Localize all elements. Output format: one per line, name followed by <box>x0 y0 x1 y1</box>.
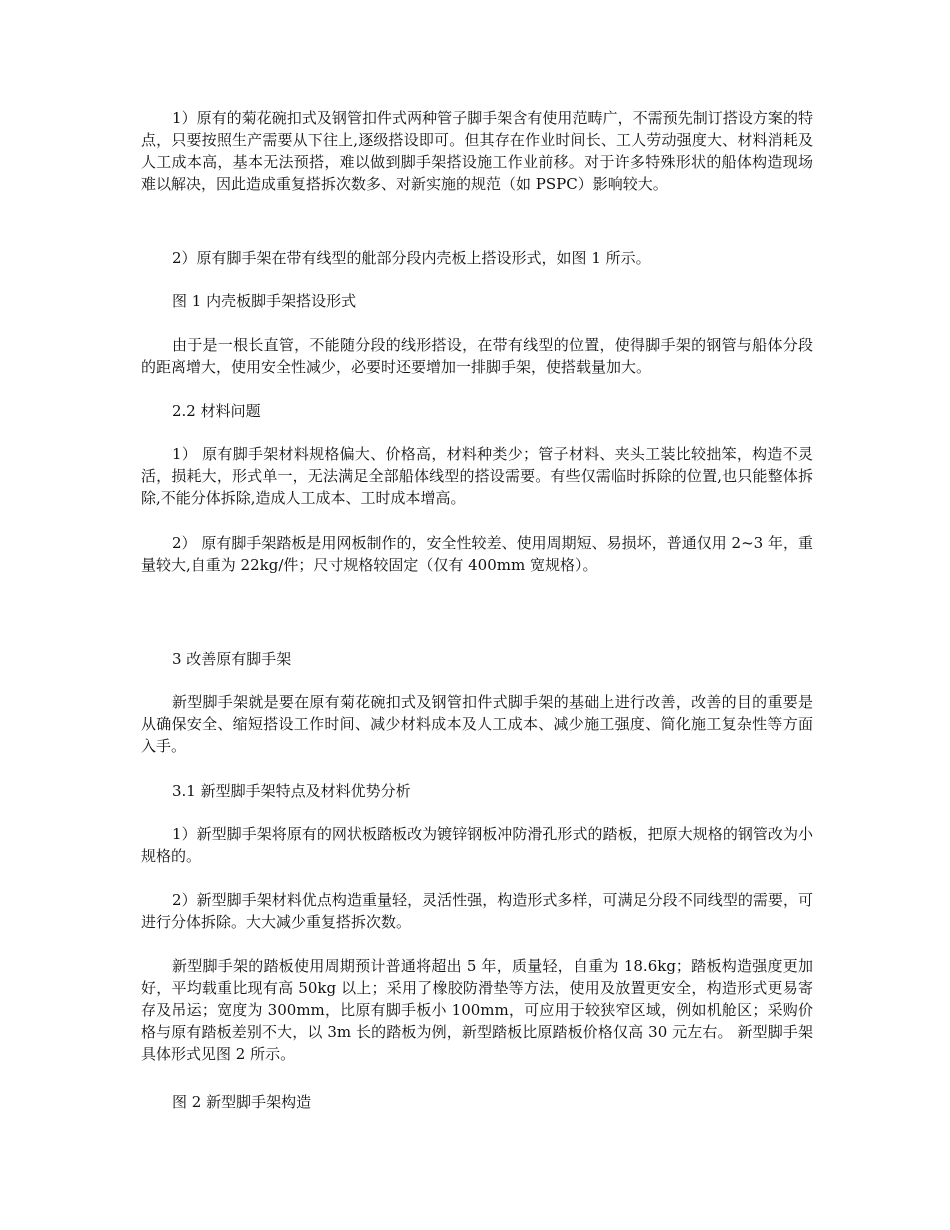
section-heading-2-2: 2.2 材料问题 <box>172 402 261 420</box>
section-heading-3: 3 改善原有脚手架 <box>172 650 292 668</box>
paragraph-original-scaffold-features: 1）原有的菊花碗扣式及钢管扣件式两种管子脚手架含有使用范畴广，不需预先制订搭设方案的特点，只要按照生产需要从下往上,逐级搭设即可。但其存在作业时间长、工人劳动强度大、材料消耗及人工成本高，基本无法预搭，难以做到脚手架搭设施工作业前移。对于许多特殊形状的船体构造现场难以解决，因此造成重复搭拆次数多、对新实施的规范（如 PSPC）影响较大。 <box>141 109 813 193</box>
paragraph-mesh-plate-issue: 2） 原有脚手架踏板是用网板制作的，安全性较差、使用周期短、易损坏，普通仅用 2~3 年，重量较大,自重为 22kg/件；尺寸规格较固定（仅有 400mm 宽规格）。 <box>141 534 813 574</box>
paragraph-material-spec-issue: 1） 原有脚手架材料规格偏大、价格高，材料种类少；管子材料、夹头工装比较拙笨，构造不灵活，损耗大，形式单一，无法满足全部船体线型的搭设需要。有些仅需临时拆除的位置,也只能整体拆除,不能分体拆除,造成人工成本、工时成本增高。 <box>141 445 813 507</box>
paragraph-inner-shell-setup: 2）原有脚手架在带有线型的舭部分段内壳板上搭设形式，如图 1 所示。 <box>172 249 651 267</box>
paragraph-new-scaffold-goal: 新型脚手架就是要在原有菊花碗扣式及钢管扣件式脚手架的基础上进行改善，改善的目的重要是从确保安全、缩短搭设工作时间、减少材料成本及人工成本、减少施工强度、简化施工复杂性等方面入手。 <box>141 693 813 755</box>
section-heading-3-1: 3.1 新型脚手架特点及材料优势分析 <box>172 782 411 800</box>
paragraph-galvanized-plate: 1）新型脚手架将原有的网状板踏板改为镀锌钢板冲防滑孔形式的踏板，把原大规格的钢管改为小规格的。 <box>141 825 813 865</box>
figure-2-caption: 图 2 新型脚手架构造 <box>172 1093 312 1111</box>
figure-1-caption: 图 1 内壳板脚手架搭设形式 <box>172 292 357 310</box>
paragraph-straight-pipe-issue: 由于是一根长直管，不能随分段的线形搭设，在带有线型的位置，使得脚手架的钢管与船体分段的距离增大，使用安全性减少，必要时还要增加一排脚手架，使搭载量加大。 <box>141 336 813 376</box>
paragraph-new-footboard-details: 新型脚手架的踏板使用周期预计普通将超出 5 年，质量轻，自重为 18.6kg；踏板构造强度更加好，平均载重比现有高 50kg 以上；采用了橡胶防滑垫等方法，使用及放置更安全，构造形式更易寄存及吊运；宽度为 300mm，比原有脚手板小 100mm，可应用于较狭窄区域，例如机舱区；采购价格与原有踏板差别不大，以 3m 长的踏板为例，新型踏板比原踏板价格仅高 30 元左右。 新型脚手架具体形式见图 2 所示。 <box>141 957 813 1063</box>
paragraph-new-material-advantages: 2）新型脚手架材料优点构造重量轻，灵活性强，构造形式多样，可满足分段不同线型的需要，可进行分体拆除。大大减少重复搭拆次数。 <box>141 891 813 931</box>
